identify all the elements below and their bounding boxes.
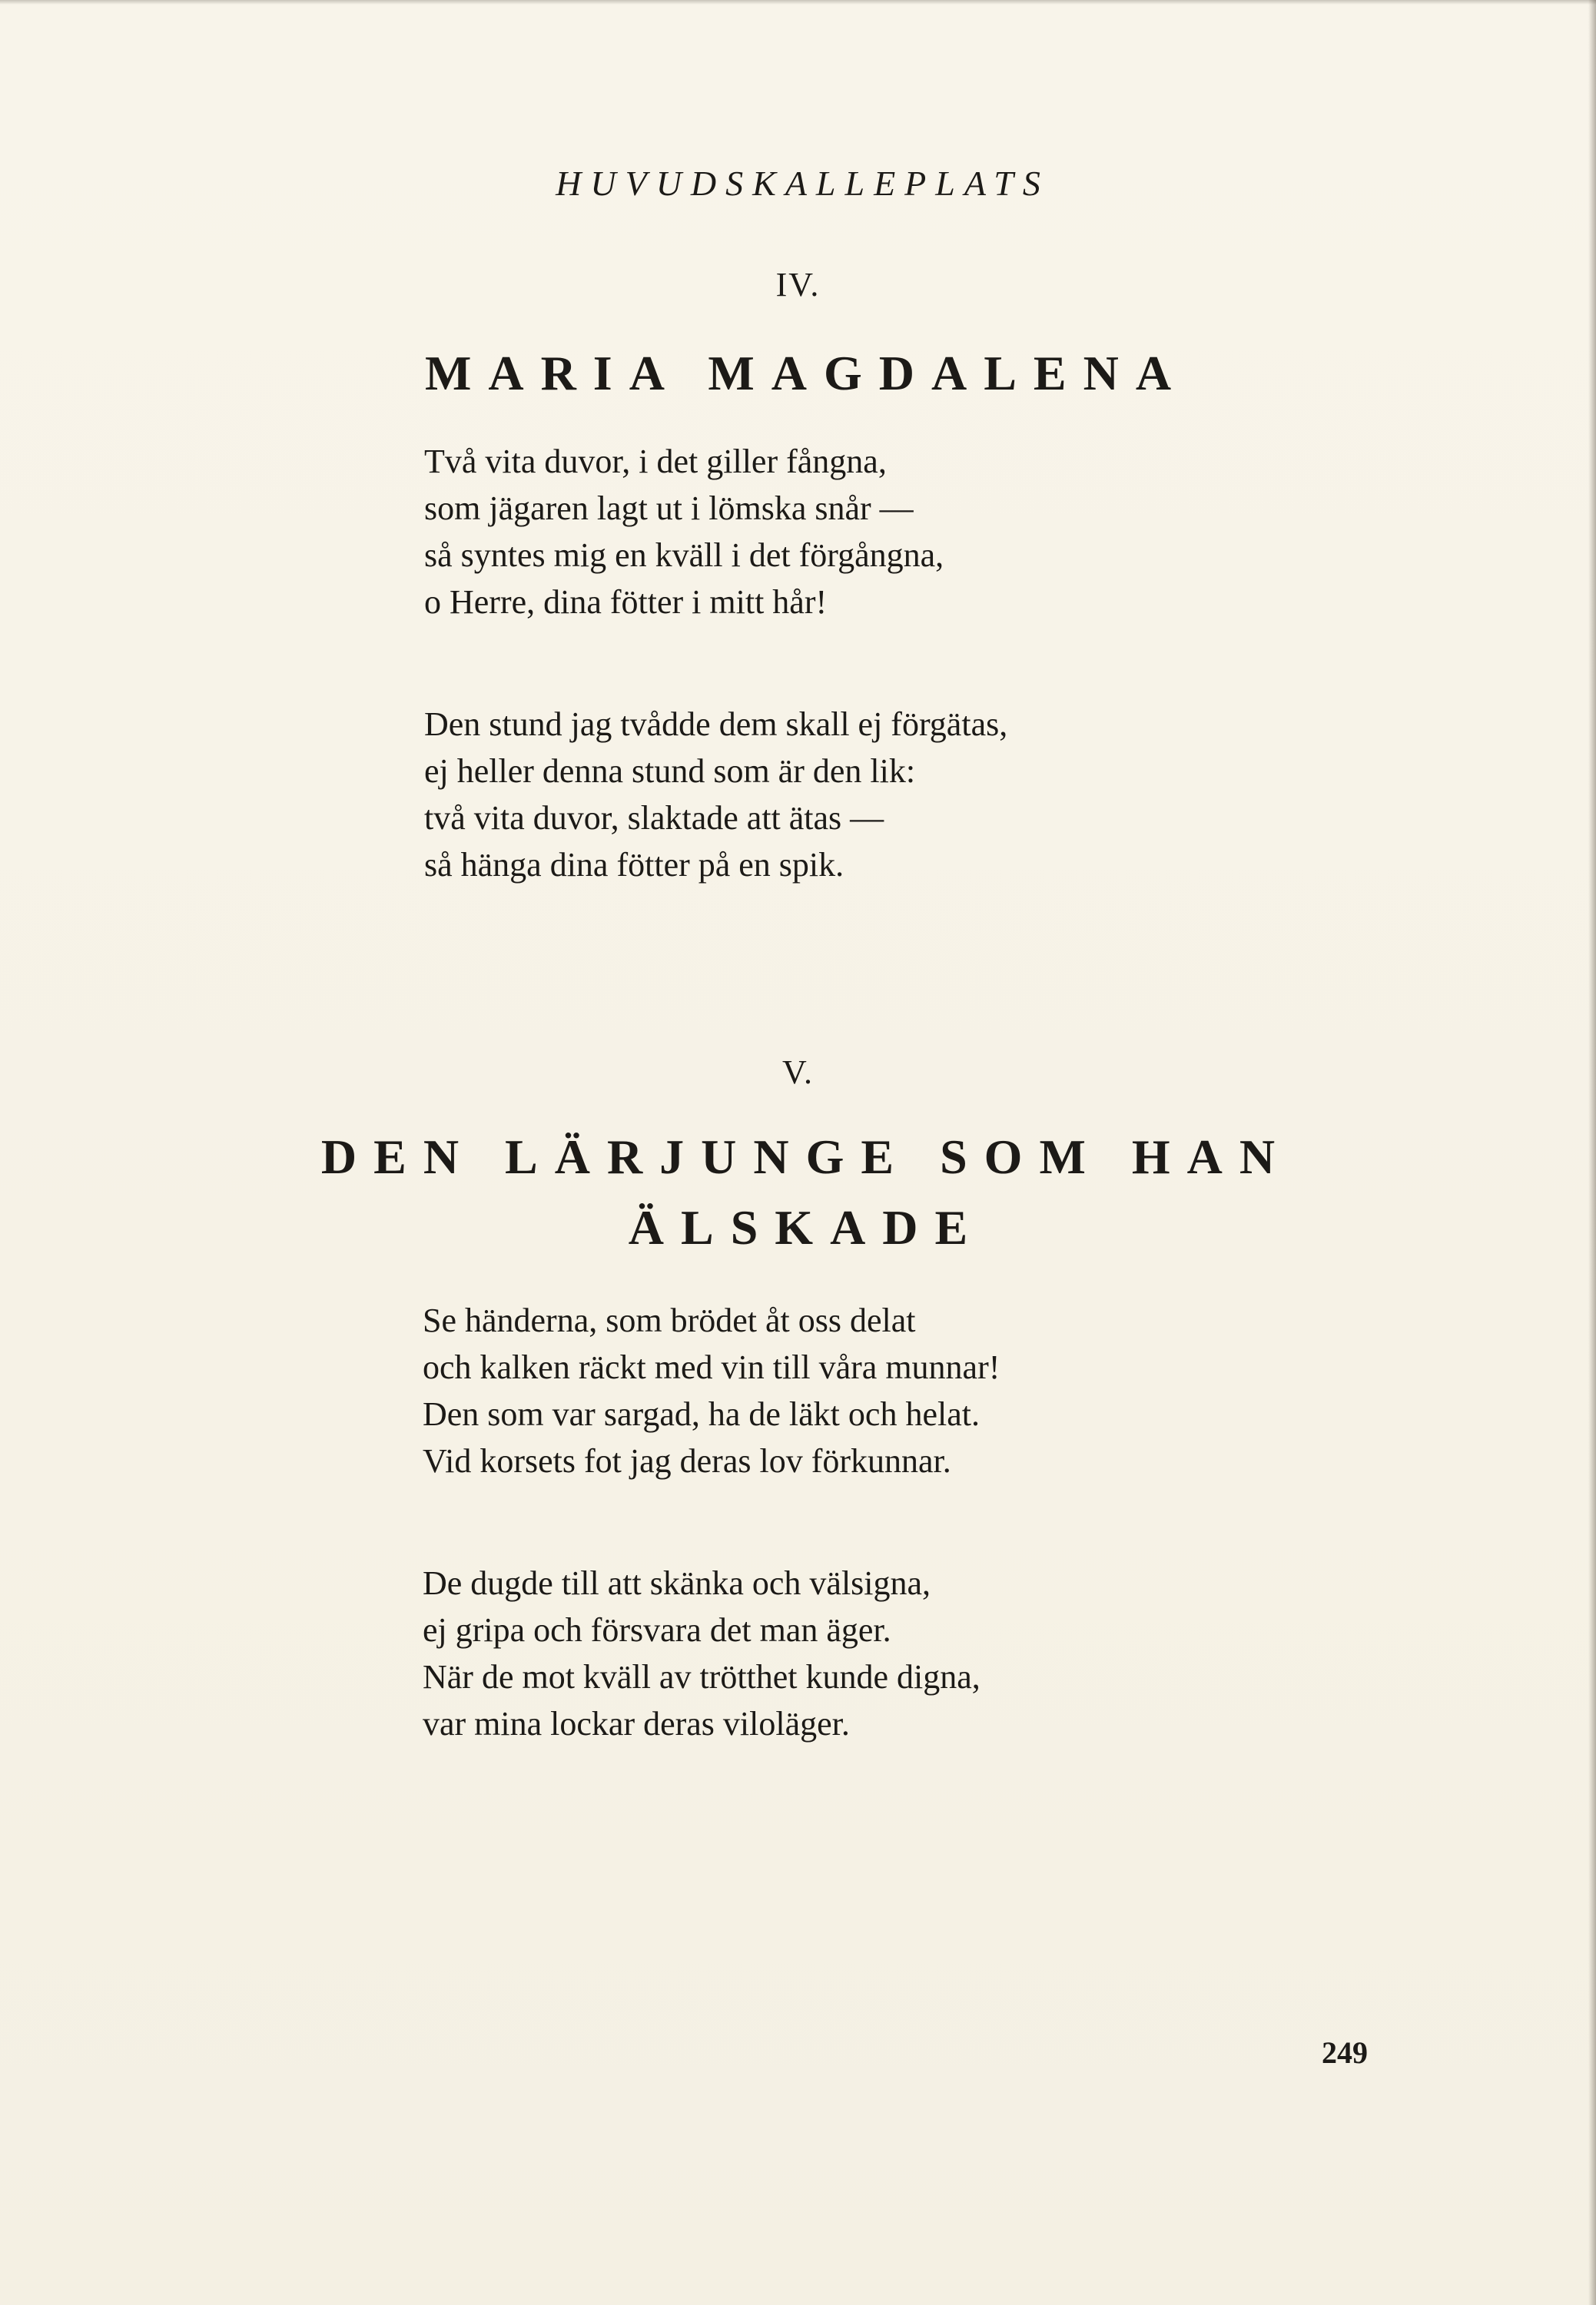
stanza-iv-2 — [424, 701, 1007, 888]
stanza-v-2 — [423, 1560, 980, 1747]
section-title-line: ÄLSKADE — [628, 1200, 985, 1255]
verse-line: Två vita duvor, i det giller fångna, — [424, 443, 887, 480]
verse-line: var mina lockar deras viloläger. — [423, 1705, 850, 1743]
running-head: HUVUDSKALLEPLATS — [556, 164, 1050, 203]
verse-line: o Herre, dina fötter i mitt hår! — [424, 583, 828, 621]
section-title-line: MARIA MAGDALENA — [424, 346, 1189, 400]
section-title-maria-magdalena — [0, 338, 1596, 409]
stanza-iv-1 — [424, 438, 944, 625]
verse-line: Den stund jag tvådde dem skall ej förgätas, — [424, 705, 1008, 743]
stanza-v-1 — [423, 1297, 1000, 1484]
section-title-line: DEN LÄRJUNGE SOM HAN — [320, 1129, 1292, 1184]
section-number-v: V. — [781, 1053, 815, 1091]
verse-line: Vid korsets fot jag deras lov förkunnar. — [423, 1442, 951, 1480]
verse-line: två vita duvor, slaktade att ätas — — [424, 799, 884, 837]
verse-line: och kalken räckt med vin till våra munnar! — [423, 1348, 1000, 1386]
page-number: 249 — [1322, 2035, 1368, 2070]
verse-line: så hänga dina fötter på en spik. — [424, 846, 844, 884]
section-number-iv: IV. — [775, 266, 821, 303]
section-title-den-larjunge — [0, 1122, 1596, 1263]
verse-line: Den som var sargad, ha de läkt och helat. — [423, 1395, 980, 1433]
verse-line: ej gripa och försvara det man äger. — [423, 1611, 891, 1649]
page-top-edge — [0, 0, 1596, 5]
verse-line: De dugde till att skänka och välsigna, — [423, 1564, 931, 1602]
verse-line: När de mot kväll av trötthet kunde digna, — [423, 1658, 980, 1696]
verse-line: ej heller denna stund som är den lik: — [424, 752, 916, 790]
verse-line: som jägaren lagt ut i lömska snår — — [424, 489, 914, 527]
verse-line: så syntes mig en kväll i det förgångna, — [424, 536, 944, 574]
verse-line: Se händerna, som brödet åt oss delat — [423, 1302, 916, 1339]
